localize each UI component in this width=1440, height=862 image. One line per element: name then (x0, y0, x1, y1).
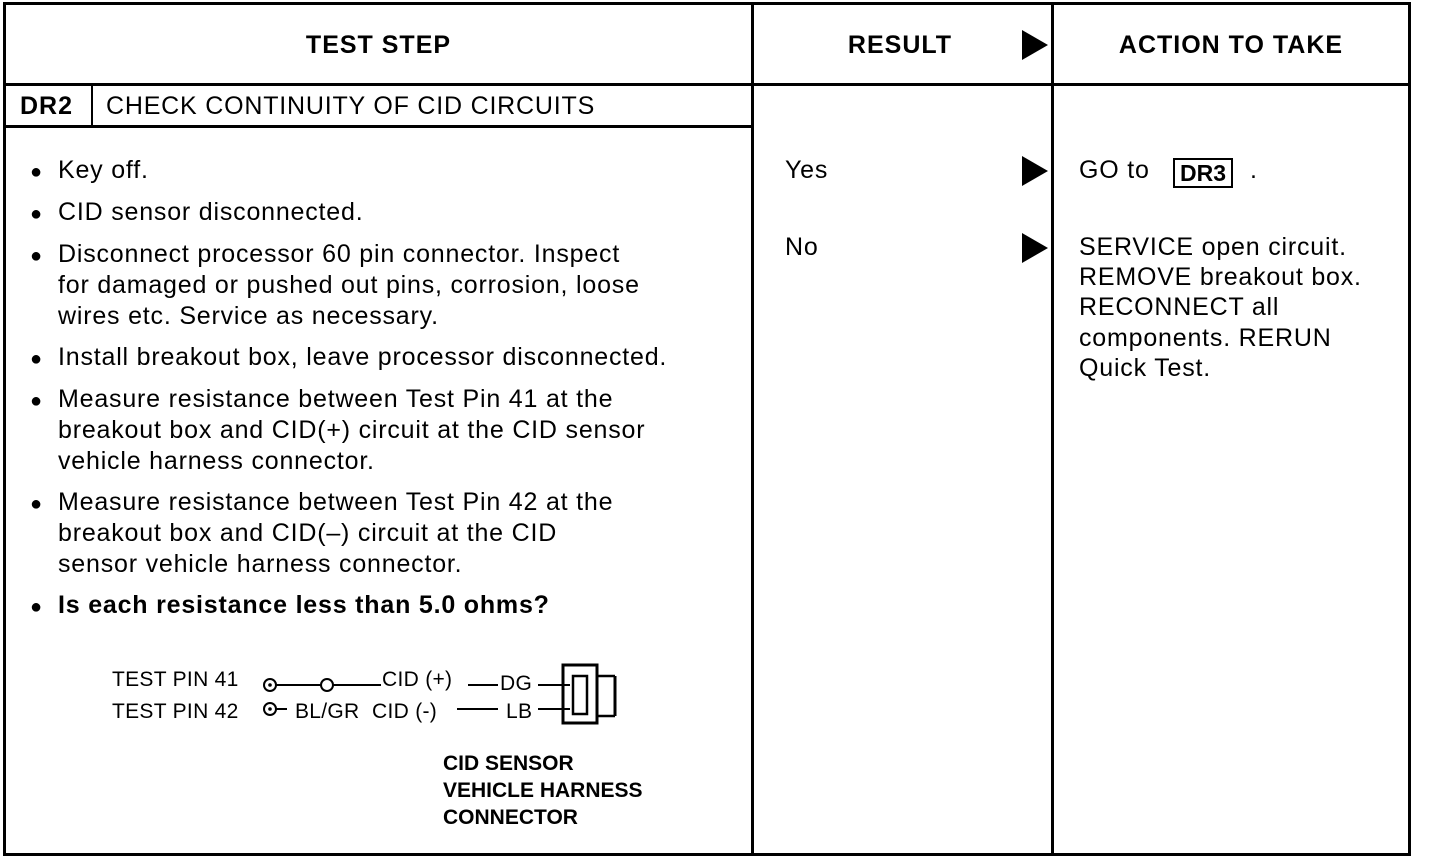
header-action: ACTION TO TAKE (1118, 31, 1344, 59)
diagram-pin42-label: TEST PIN 42 (112, 700, 239, 723)
result-yes: Yes (785, 156, 829, 184)
splice-icon (321, 679, 333, 691)
instruction-6-line-2: breakout box and CID(–) circuit at the CID (58, 519, 558, 547)
instruction-3-line-2: for damaged or pushed out pins, corrosion, loose (58, 271, 640, 299)
instruction-6-line-1: Measure resistance between Test Pin 42 at the (58, 488, 614, 516)
harness-connector-icon (563, 665, 615, 723)
action-no-line-3: RECONNECT all (1079, 293, 1280, 321)
instruction-2: CID sensor disconnected. (58, 198, 364, 226)
result-no-arrow-icon (1022, 233, 1048, 263)
action-no-line-5: Quick Test. (1079, 354, 1211, 382)
bullet-icon: ● (30, 161, 43, 183)
result-yes-arrow-icon (1022, 156, 1048, 186)
instruction-5-line-2: breakout box and CID(+) circuit at the CID sensor (58, 416, 646, 444)
diagram-caption-line-1: CID SENSOR (443, 752, 574, 775)
frame-left (3, 2, 6, 856)
instruction-1: Key off. (58, 156, 149, 184)
header-result: RESULT (847, 31, 953, 59)
action-yes-suffix: . (1250, 156, 1258, 184)
action-no-line-2: REMOVE breakout box. (1079, 263, 1362, 291)
bullet-icon: ● (30, 596, 43, 618)
result-no: No (785, 233, 819, 261)
diagram-pin41-label: TEST PIN 41 (112, 668, 239, 691)
bullet-icon: ● (30, 203, 43, 225)
step-title-underline (3, 125, 753, 128)
bullet-icon: ● (30, 245, 43, 267)
header-divider (3, 83, 1411, 86)
diagram-wire1-label: CID (+) (382, 668, 453, 691)
instruction-3-line-1: Disconnect processor 60 pin connector. Inspect (58, 240, 621, 268)
header-arrow-icon (1022, 30, 1048, 60)
frame-top (3, 2, 1411, 5)
header-test-step: TEST STEP (305, 31, 452, 59)
diagram-caption-line-2: VEHICLE HARNESS (443, 779, 643, 802)
action-yes-prefix: GO to (1079, 156, 1150, 184)
frame-right (1408, 2, 1411, 856)
instruction-5-line-1: Measure resistance between Test Pin 41 at the (58, 385, 614, 413)
bullet-icon: ● (30, 493, 43, 515)
step-id: DR2 (20, 92, 74, 120)
action-no-line-4: components. RERUN (1079, 324, 1332, 352)
step-title: CHECK CONTINUITY OF CID CIRCUITS (106, 92, 596, 120)
step-id-divider (91, 86, 93, 127)
diagram-color-lb: LB (506, 700, 533, 723)
diagram-color-dg: DG (500, 672, 533, 695)
instruction-5-line-3: vehicle harness connector. (58, 447, 375, 475)
action-yes-reference: DR3 (1173, 158, 1233, 188)
diagram-wire2-color: BL/GR (295, 700, 360, 723)
instruction-4: Install breakout box, leave processor disconnected. (58, 343, 668, 371)
frame-bottom (3, 853, 1411, 856)
column-divider-2 (1051, 2, 1054, 856)
instruction-6-line-3: sensor vehicle harness connector. (58, 550, 463, 578)
column-divider-1 (751, 2, 754, 856)
instruction-3-line-3: wires etc. Service as necessary. (58, 302, 439, 330)
bullet-icon: ● (30, 390, 43, 412)
diagram-wire2-label: CID (-) (372, 700, 438, 723)
instruction-7-question: Is each resistance less than 5.0 ohms? (58, 591, 550, 619)
bullet-icon: ● (30, 348, 43, 370)
action-no-line-1: SERVICE open circuit. (1079, 233, 1347, 261)
diagram-caption-line-3: CONNECTOR (443, 806, 578, 829)
